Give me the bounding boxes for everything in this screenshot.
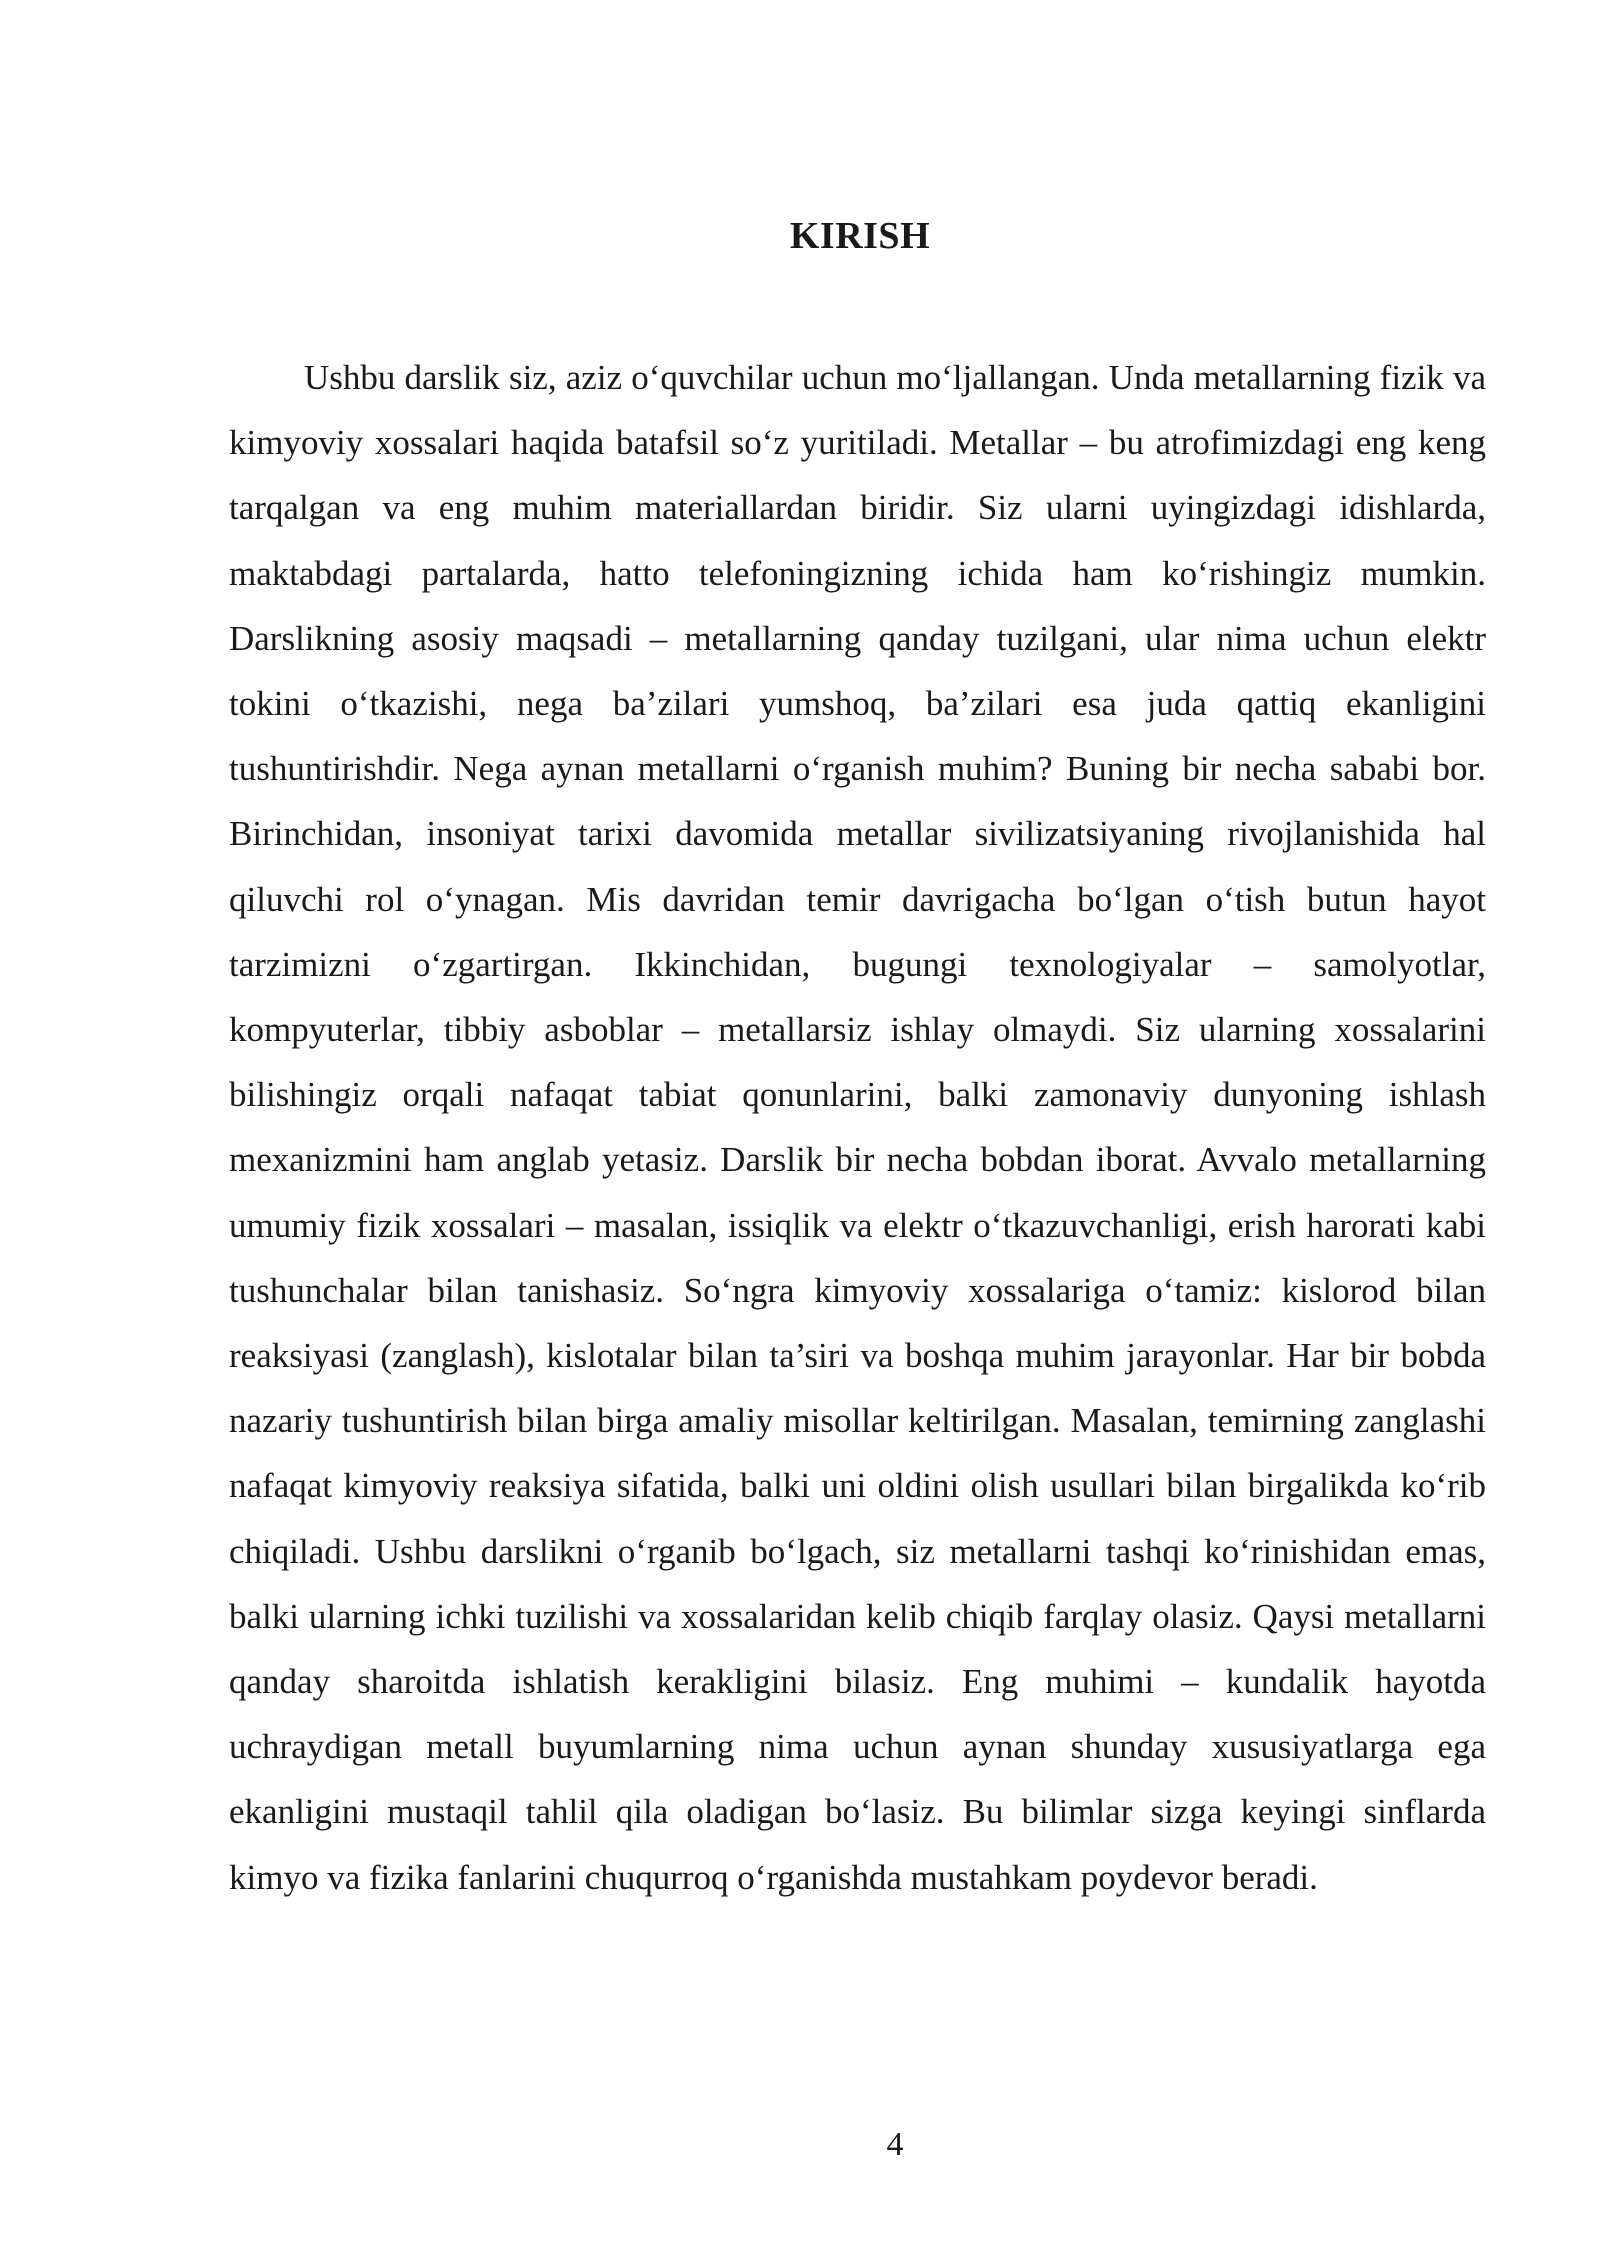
page-title: KIRISH (789, 215, 931, 257)
body-paragraph: Ushbu darslik siz, aziz o‘quvchilar uchun mo‘ljallangan. Unda metallarning fizik va kimyoviy xossalari haqida batafsil so‘z yuritiladi. Metallar – bu atrofimizdagi eng keng tarqalgan va eng muhim materiallardan biridir. Siz ularni uyingizdagi idishlarda, maktabdagi partalarda, hatto telefoningizning ichida ham ko‘rishingiz mumkin. Darslikning asosiy maqsadi – metallarning qanday tuzilgani, ular nima uchun elektr tokini o‘tkazishi, nega ba’zilari yumshoq, ba’zilari esa juda qattiq ekanligini tushuntirishdir. Nega aynan metallarni o‘rganish muhim? Buning bir necha sababi bor. Birinchidan, insoniyat tarixi davomida metallar sivilizatsiyaning rivojlanishida hal qiluvchi rol o‘ynagan. Mis davridan temir davrigacha bo‘lgan o‘tish butun hayot tarzimizni o‘zgartirgan. Ikkinchidan, bugungi texnologiyalar – samolyotlar, kompyuterlar, tibbiy asboblar – metallarsiz ishlay olmaydi. Siz ularning xossalarini bilishingiz orqali nafaqat tabiat qonunlarini, balki zamonaviy dunyoning ishlash mexanizmini ham anglab yetasiz. Darslik bir necha bobdan iborat. Avvalo metallarning umumiy fizik xossalari – masalan, issiqlik va elektr o‘tkazuvchanligi, erish harorati kabi tushunchalar bilan tanishasiz. So‘ngra kimyoviy xossalariga o‘tamiz: kislorod bilan reaksiyasi (zanglash), kislotalar bilan ta’siri va boshqa muhim jarayonlar. Har bir bobda nazariy tushuntirish bilan birga amaliy misollar keltirilgan. Masalan, temirning zanglashi nafaqat kimyoviy reaksiya sifatida, balki uni oldini olish usullari bilan birgalikda ko‘rib chiqiladi. Ushbu darslikni o‘rganib bo‘lgach, siz metallarni tashqi ko‘rinishidan emas, balki ularning ichki tuzilishi va xossalaridan kelib chiqib farqlay olasiz. Qaysi metallarni qanday sharoitda ishlatish kerakligini bilasiz. Eng muhimi – kundalik hayotda uchraydigan metall buyumlarning nima uchun aynan shunday xususiyatlarga ega ekanligini mustaqil tahlil qila oladigan bo‘lasiz. Bu bilimlar sizga keyingi sinflarda kimyo va fizika fanlarini chuqurroq o‘rganishda mustahkam poydevor beradi. (229, 358, 1486, 1897)
page-number: 4 (886, 2126, 904, 2163)
